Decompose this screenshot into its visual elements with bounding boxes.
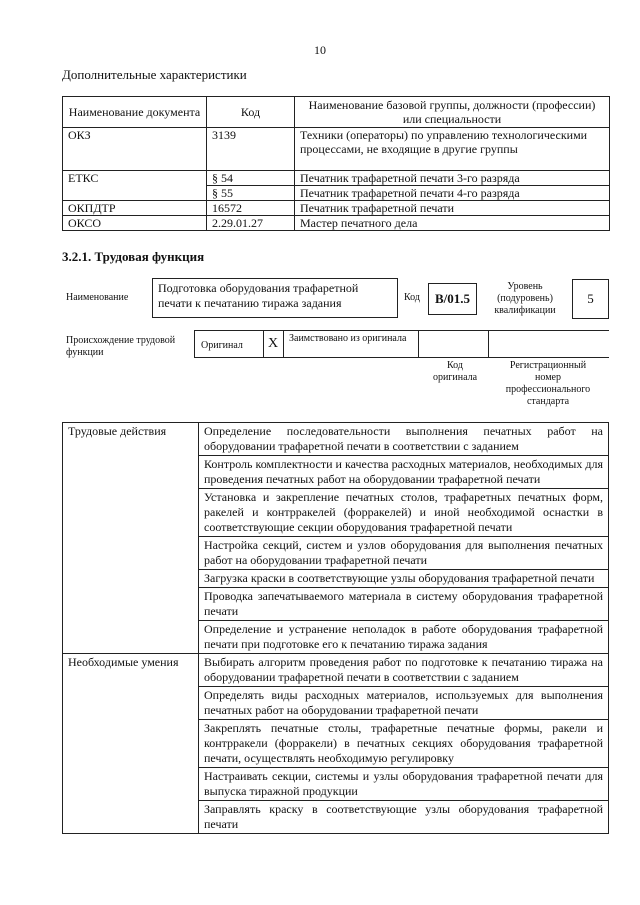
function-code-box bbox=[428, 283, 477, 315]
cell-document: ОКПДТР bbox=[63, 201, 207, 216]
skill-item: Настраивать секции, системы и узлы оборудования трафаретной печати для выпуска тиражной продукции bbox=[199, 768, 609, 801]
origin-label: Происхождение трудовой функции bbox=[66, 335, 176, 358]
table-row bbox=[63, 423, 609, 456]
skill-item: Определять виды расходных материалов, используемых для выполнения печатных работ на оборудовании трафаретной печати bbox=[199, 687, 609, 720]
cell-code: 16572 bbox=[207, 201, 295, 216]
code-label: Код bbox=[404, 292, 420, 303]
function-name-box bbox=[152, 278, 398, 318]
cell-document: ОКСО bbox=[63, 216, 207, 231]
original-label: Оригинал bbox=[201, 340, 243, 351]
original-mark: X bbox=[268, 336, 279, 351]
table-row bbox=[63, 201, 610, 216]
labor-action-item: Загрузка краски в соответствующие узлы оборудования трафаретной печати bbox=[199, 570, 609, 588]
table-row bbox=[63, 128, 610, 171]
additional-characteristics-table bbox=[62, 96, 610, 231]
cell-name: Мастер печатного дела bbox=[295, 216, 610, 231]
cell-code: § 54 bbox=[207, 171, 295, 186]
cell-document: ОКЗ bbox=[63, 128, 207, 171]
table-row bbox=[63, 216, 610, 231]
divider bbox=[418, 330, 419, 358]
labor-action-item: Проводка запечатываемого материала в систему оборудования трафаретной печати bbox=[199, 588, 609, 621]
page-number: 10 bbox=[314, 43, 326, 57]
reg-number-label: Регистрационный номер профессионального стандарта bbox=[505, 360, 591, 407]
skill-item: Заправлять краску в соответствующие узлы оборудования трафаретной печати bbox=[199, 801, 609, 834]
cell-name: Печатник трафаретной печати bbox=[295, 201, 610, 216]
labor-action-item: Определение и устранение неполадок в работе оборудования трафаретной печати при подготовке его к печатанию тиража задания bbox=[199, 621, 609, 654]
header-document: Наименование документа bbox=[63, 97, 207, 128]
cell-name: Техники (операторы) по управлению технологическими процессами, не входящие в другие группы bbox=[295, 128, 610, 171]
cell-code: § 55 bbox=[207, 186, 295, 201]
cell-document: ЕТКС bbox=[63, 171, 207, 201]
borrowed-label: Заимствовано из оригинала bbox=[289, 333, 407, 344]
level-value: 5 bbox=[587, 291, 594, 306]
level-label: Уровень (подуровень) квалификации bbox=[494, 281, 556, 316]
table-header-row bbox=[63, 97, 610, 128]
name-label: Наименование bbox=[66, 292, 129, 303]
table-row bbox=[63, 654, 609, 687]
cell-code: 3139 bbox=[207, 128, 295, 171]
divider bbox=[283, 330, 284, 358]
header-name: Наименование базовой группы, должности (профессии) или специальности bbox=[295, 97, 610, 128]
skill-item: Закреплять печатные столы, трафаретные печатные формы, ракели и контрракели (форракели) в печатных секциях оборудования трафаретной печати, осуществлять необходимую регулировку bbox=[199, 720, 609, 768]
cell-code: 2.29.01.27 bbox=[207, 216, 295, 231]
cell-name: Печатник трафаретной печати 4-го разряда bbox=[295, 186, 610, 201]
skill-item: Выбирать алгоритм проведения работ по подготовке к печатанию тиража на оборудовании трафаретной печати в соответствии с заданием bbox=[199, 654, 609, 687]
labor-actions-table bbox=[62, 422, 609, 834]
function-code-value: B/01.5 bbox=[434, 291, 471, 306]
divider bbox=[488, 330, 489, 358]
function-name-value: Подготовка оборудования трафаретной печати к печатанию тиража задания bbox=[158, 281, 359, 310]
labor-actions-label: Трудовые действия bbox=[63, 423, 199, 654]
labor-action-item: Определение последовательности выполнения печатных работ на оборудовании трафаретной печати в соответствии с заданием bbox=[199, 423, 609, 456]
cell-name: Печатник трафаретной печати 3-го разряда bbox=[295, 171, 610, 186]
section-title: Дополнительные характеристики bbox=[62, 67, 247, 82]
header-code: Код bbox=[207, 97, 295, 128]
level-box bbox=[572, 279, 609, 319]
divider bbox=[263, 330, 264, 358]
labor-action-item: Установка и закрепление печатных столов, трафаретных печатных форм, ракелей и контрракелей (форракелей) и иной необходимой оснастки в соответствующие секции оборудования трафаретной печати bbox=[199, 489, 609, 537]
code-original-label: Код оригинала bbox=[432, 360, 478, 383]
skills-label: Необходимые умения bbox=[63, 654, 199, 834]
labor-action-item: Настройка секций, систем и узлов оборудования для выполнения печатных работ на оборудовании трафаретной печати bbox=[199, 537, 609, 570]
table-row bbox=[63, 171, 610, 186]
labor-action-item: Контроль комплектности и качества расходных материалов, необходимых для проведения печатных работ на оборудовании трафаретной печати bbox=[199, 456, 609, 489]
function-title: 3.2.1. Трудовая функция bbox=[62, 249, 205, 264]
